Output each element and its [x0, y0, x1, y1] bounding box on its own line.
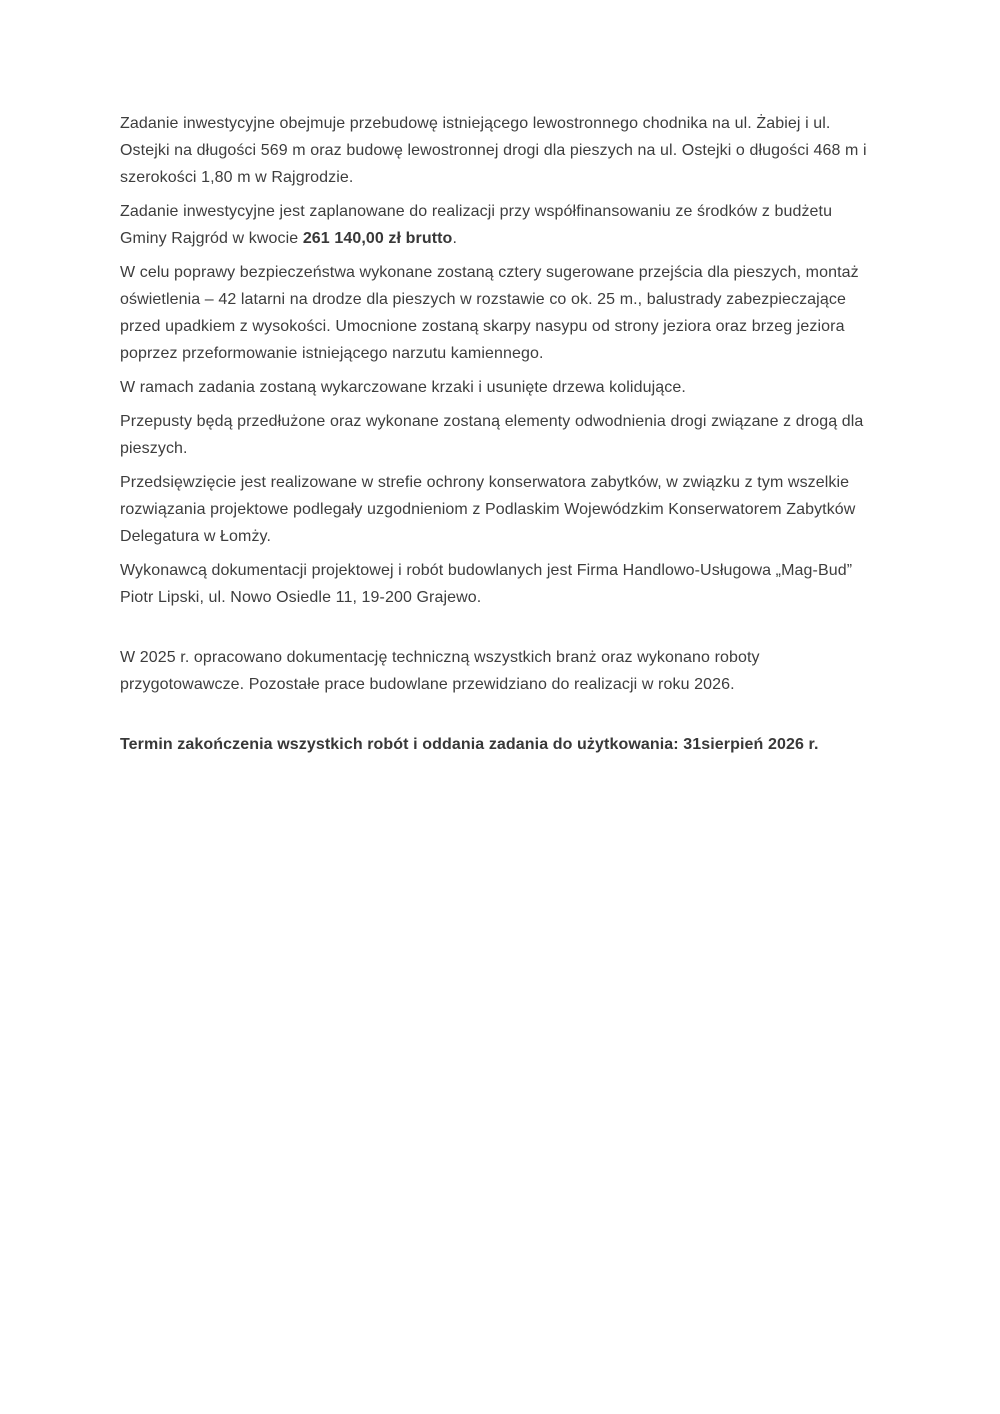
- paragraph-conservator: Przedsięwzięcie jest realizowane w strefie ochrony konserwatora zabytków, w związku z tym wszelkie rozwiązania projektowe podlegały uzgodnieniom z Podlaskim Wojewódzkim Konserwatorem Zabytków Delegatura w Łomży.: [120, 474, 856, 545]
- paragraph-deadline: Termin zakończenia wszystkich robót i oddania zadania do użytkowania: 31sierpień 2026 r.: [120, 736, 819, 753]
- paragraph-financing: [120, 198, 876, 252]
- paragraph-culverts: Przepusty będą przedłużone oraz wykonane zostaną elementy odwodnienia drogi związane z drogą dla pieszych.: [120, 413, 864, 457]
- financing-amount: 261 140,00 zł brutto: [302, 230, 453, 247]
- document-body: [120, 110, 876, 758]
- financing-text-before: Zadanie inwestycyjne jest zaplanowane do realizacji przy współfinansowaniu ze środków z budżetu Gminy Rajgród w kwocie: [120, 203, 833, 247]
- paragraph-contractor: Wykonawcą dokumentacji projektowej i robót budowlanych jest Firma Handlowo-Usługowa „Mag-Bud” Piotr Lipski, ul. Nowo Osiedle 11, 19-200 Grajewo.: [120, 562, 853, 606]
- financing-text-after: .: [452, 230, 457, 247]
- paragraph-scope: Zadanie inwestycyjne obejmuje przebudowę istniejącego lewostronnego chodnika na ul. Żabiej i ul. Ostejki na długości 569 m oraz budowę lewostronnej drogi dla pieszych na ul. Ostejki o długości 468 m i szerokości 1,80 m w Rajgrodzie.: [120, 115, 867, 186]
- paragraph-2025-progress: W 2025 r. opracowano dokumentację techniczną wszystkich branż oraz wykonano roboty przygotowawcze. Pozostałe prace budowlane przewidziano do realizacji w roku 2026.: [120, 649, 760, 693]
- paragraph-safety-works: W celu poprawy bezpieczeństwa wykonane zostaną cztery sugerowane przejścia dla pieszych, montaż oświetlenia – 42 latarni na drodze dla pieszych w rozstawie co ok. 25 m., balustrady zabezpieczające przed upadkiem z wysokości. Umocnione zostaną skarpy nasypu od strony jeziora oraz brzeg jeziora poprzez przeformowanie istniejącego narzutu kamiennego.: [120, 264, 859, 362]
- paragraph-clearing: W ramach zadania zostaną wykarczowane krzaki i usunięte drzewa kolidujące.: [120, 379, 686, 396]
